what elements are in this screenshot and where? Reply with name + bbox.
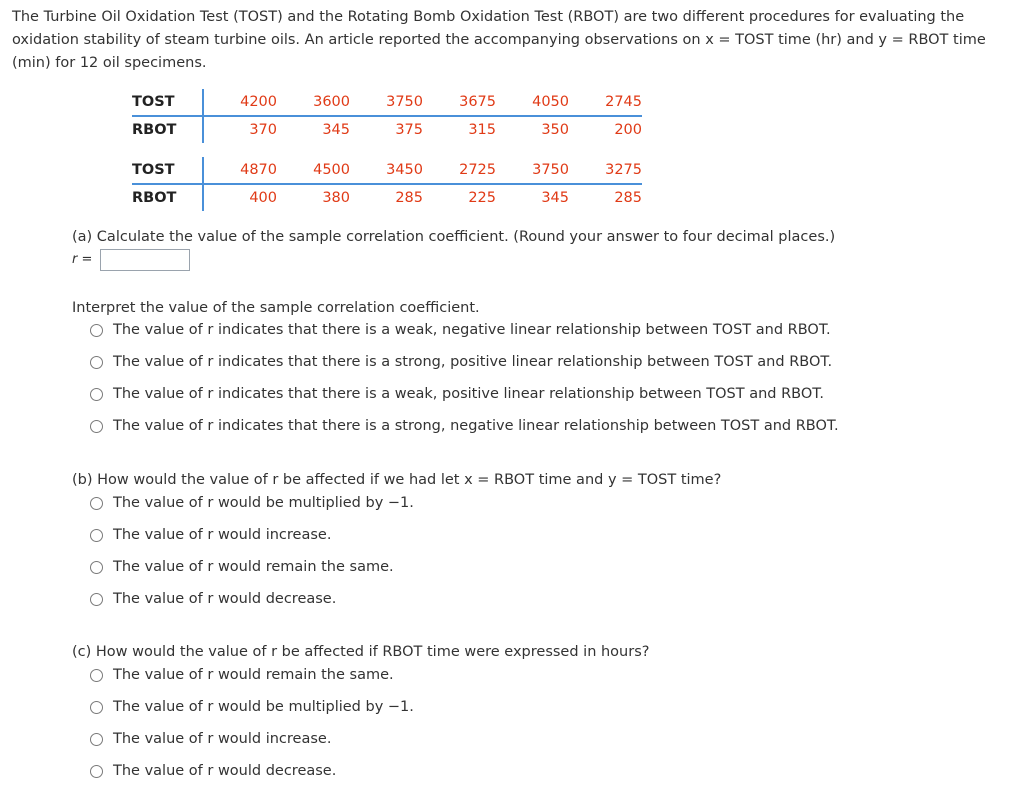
tost-value: 2725 <box>423 157 496 184</box>
table-row <box>132 157 642 184</box>
interpret-prompt: Interpret the value of the sample correlation coefficient. <box>72 300 480 316</box>
part-c-option-2[interactable] <box>90 699 414 715</box>
option-label: The value of r would increase. <box>113 527 332 543</box>
part-b-option-3[interactable] <box>90 559 394 575</box>
tost-label: TOST <box>132 157 203 184</box>
radio-button[interactable] <box>90 420 103 433</box>
radio-button[interactable] <box>90 593 103 606</box>
rbot-label: RBOT <box>132 116 203 143</box>
option-label: The value of r indicates that there is a weak, positive linear relationship between TOST and RBOT. <box>113 386 825 402</box>
option-label: The value of r indicates that there is a strong, negative linear relationship between TOST and RBOT. <box>113 418 839 434</box>
rbot-value: 200 <box>614 122 642 138</box>
radio-button[interactable] <box>90 561 103 574</box>
rbot-value: 370 <box>249 122 277 138</box>
part-b-option-4[interactable] <box>90 591 336 607</box>
rbot-value: 380 <box>322 190 350 206</box>
part-c-option-3[interactable] <box>90 731 331 747</box>
rbot-value: 375 <box>395 122 423 138</box>
intro-line-2: oxidation stability of steam turbine oils. An article reported the accompanying observations on x = TOST time (hr) and y = RBOT time <box>12 32 986 48</box>
tost-value: 3750 <box>350 89 423 116</box>
option-label: The value of r indicates that there is a weak, negative linear relationship between TOST and RBOT. <box>113 322 831 338</box>
rbot-value: 400 <box>249 190 277 206</box>
tost-value: 2745 <box>569 89 642 116</box>
option-label: The value of r would remain the same. <box>113 667 394 683</box>
radio-button[interactable] <box>90 497 103 510</box>
tost-value: 3600 <box>277 89 350 116</box>
intro-line-3: (min) for 12 oil specimens. <box>12 55 207 71</box>
option-label: The value of r would decrease. <box>113 763 337 779</box>
option-label: The value of r would be multiplied by −1. <box>113 699 414 715</box>
option-label: The value of r would decrease. <box>113 591 337 607</box>
tost-value: 3450 <box>350 157 423 184</box>
part-c-option-1[interactable] <box>90 667 394 683</box>
rbot-value: 225 <box>468 190 496 206</box>
rbot-value: 285 <box>614 190 642 206</box>
part-a-option-3[interactable] <box>90 386 824 402</box>
tost-value: 4200 <box>203 89 277 116</box>
part-b-question: (b) How would the value of r be affected if we had let x = RBOT time and y = TOST time? <box>72 472 722 488</box>
table-row <box>132 116 642 143</box>
tost-value: 4050 <box>496 89 569 116</box>
table-row <box>132 89 642 116</box>
radio-button[interactable] <box>90 733 103 746</box>
rbot-value: 315 <box>468 122 496 138</box>
option-label: The value of r would increase. <box>113 731 332 747</box>
tost-label: TOST <box>132 89 203 116</box>
part-c-question: (c) How would the value of r be affected if RBOT time were expressed in hours? <box>72 644 650 660</box>
radio-button[interactable] <box>90 765 103 778</box>
part-a-option-1[interactable] <box>90 322 831 338</box>
rbot-value: 285 <box>395 190 423 206</box>
radio-button[interactable] <box>90 701 103 714</box>
intro-paragraph <box>12 6 986 75</box>
rbot-value: 350 <box>541 122 569 138</box>
tost-value: 3675 <box>423 89 496 116</box>
tost-value: 3275 <box>569 157 642 184</box>
intro-line-1: The Turbine Oil Oxidation Test (TOST) and the Rotating Bomb Oxidation Test (RBOT) are two different procedures for evaluating the <box>12 9 965 25</box>
data-table-1 <box>132 89 642 143</box>
part-b-option-1[interactable] <box>90 495 414 511</box>
rbot-label: RBOT <box>132 184 203 211</box>
data-table-2 <box>132 157 642 211</box>
radio-button[interactable] <box>90 324 103 337</box>
option-label: The value of r indicates that there is a strong, positive linear relationship between TOST and RBOT. <box>113 354 833 370</box>
table-row <box>132 184 642 211</box>
r-label: r = <box>72 252 93 267</box>
tost-value: 4500 <box>277 157 350 184</box>
part-c-option-4[interactable] <box>90 763 336 779</box>
r-answer-input[interactable] <box>100 249 190 271</box>
rbot-value: 345 <box>541 190 569 206</box>
radio-button[interactable] <box>90 356 103 369</box>
radio-button[interactable] <box>90 529 103 542</box>
tost-value: 3750 <box>496 157 569 184</box>
option-label: The value of r would be multiplied by −1. <box>113 495 414 511</box>
rbot-value: 345 <box>322 122 350 138</box>
radio-button[interactable] <box>90 669 103 682</box>
part-a-option-4[interactable] <box>90 418 839 434</box>
option-label: The value of r would remain the same. <box>113 559 394 575</box>
part-b-option-2[interactable] <box>90 527 331 543</box>
part-a-question: (a) Calculate the value of the sample correlation coefficient. (Round your answer to four decimal places.) <box>72 229 836 245</box>
radio-button[interactable] <box>90 388 103 401</box>
tost-value: 4870 <box>203 157 277 184</box>
part-a-option-2[interactable] <box>90 354 832 370</box>
